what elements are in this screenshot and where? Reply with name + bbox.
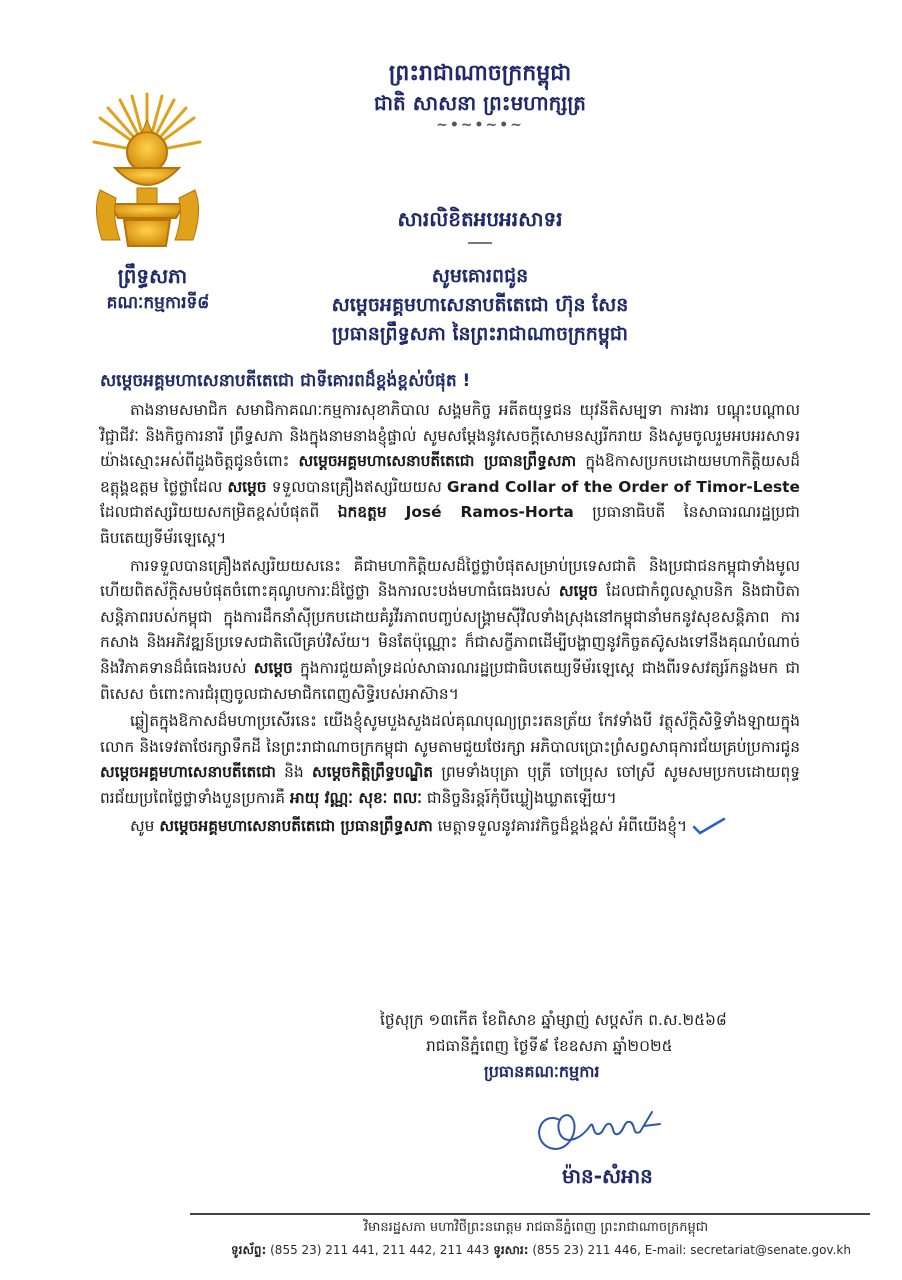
p3-text-a: ឆ្លៀតក្នុងឱកាសដ៏មហាប្រសើរនេះ យើងខ្ញុំសូមបួងសួងដល់គុណបុណ្យព្រះរតនត្រ័យ កែវទាំងបី វត្ថុស័ក្តិសិទ្ធិទាំងឡាយក្នុងលោក និងទេវតាថែរក្សាទឹកដី នៃព្រះរាជាណាចក្រកម្ពុជា សូមតាមជួយថែរក្សា អភិបាលប្រោះព្រំសព្វសាធុការជ័យគ្រប់ប្រការជូន [100,712,800,756]
p1-text-i: ប្រធានាធិបតី នៃសាធារណរដ្ឋប្រជាធិបតេយ្យទីម័រឡេស្តេ។ [100,503,800,547]
p3-text-e: ព្រមទាំងបុត្រា បុត្រី ចៅប្រុស ចៅស្រី សូមសមប្រកបដោយពុទ្ធពរជ័យប្រពៃថ្លៃថ្លាទាំងបួនប្រការគឺ [100,763,800,807]
title-underline [468,242,492,244]
national-motto: ជាតិ សាសនា ព្រះមហាក្សត្រ [374,91,586,115]
signer-name: ម៉ាន-សំអាន [562,1164,653,1188]
p4-bold-recipient: សម្តេចអគ្គមហាសេនាបតីតេជោ ប្រធានព្រឹទ្ធសភា [159,816,433,835]
phone-label: ទូរស័ព្ទ: [231,1243,267,1257]
recipient-name: សម្តេចអគ្គមហាសេនាបតីតេជោ ហ៊ុន សែន [331,294,629,316]
date-block [380,1008,800,1085]
p1-bold-recipient: សម្តេចអគ្គមហាសេនាបតីតេជោ ប្រធានព្រឹទ្ធសភា [298,452,577,471]
recipient-block [235,262,725,349]
recipient-title: ប្រធានព្រឹទ្ធសភា នៃព្រះរាជាណាចក្រកម្ពុជា [332,323,628,345]
paragraph-2 [100,554,800,708]
paragraph-3 [100,709,800,811]
p1-president-name: ឯកឧត្តម José Ramos-Horta [337,503,574,522]
footer-divider [190,1213,870,1215]
signer-title: ប្រធានគណៈកម្មការ [484,1062,600,1082]
p2-bold-samdech-2: សម្តេច [253,658,293,677]
paragraph-1 [100,398,800,552]
fax-label: ទូរសារ: [493,1243,529,1257]
p1-text-a: តាងនាមសមាជិក សមាជិកាគណៈកម្មការសុខាភិបាល សង្គមកិច្ច អតីតយុទ្ធជន យុវនីតិសម្បទា ការងារ បណ្តុះបណ្តាលវិជ្ជាជីវៈ និងកិច្ចការនារី ព្រឹទ្ធសភា និងក្នុងនាមនាងខ្ញុំផ្ទាល់ សូមសម្តែងនូវសេចក្តីសោមនស្សរីករាយ និងសូមចូលរួមអបអរសាទរយ៉ាងស្មោះអស់ពីដួងចិត្តជូនចំពោះ [100,401,800,471]
senate-name: ព្រឹទ្ធសភា [117,264,188,288]
letter-body [100,398,800,841]
p1-text-g: ដែលជាឥស្សរិយយសកម្រិតខ្ពស់បំផុតពី [100,503,320,522]
checkmark-icon [692,817,726,835]
p4-text-c: មេត្តាទទួលនូវគារវកិច្ចដ៏ខ្ពង់ខ្ពស់ អំពីយើងខ្ញុំ។ [437,816,688,835]
footer-contact [196,1240,886,1260]
fax-number: (855 23) 211 446, [532,1243,641,1257]
kingdom-header [300,58,660,132]
p2-bold-samdech-1: សម្តេច [558,582,598,601]
lunar-date: ថ្ងៃសុក្រ ១៣កើត ខែពិសាខ ឆ្នាំម្សាញ់ សប្តស័ក ព.ស.២៥៦៨ [380,1011,727,1029]
kingdom-name: ព្រះរាជាណាចក្រកម្ពុជា [388,60,572,86]
email-link[interactable]: secretariat@senate.gov.kh [690,1243,851,1257]
letter-type-title: សារលិខិតអបអរសាទរ [397,207,563,231]
p3-bold-recipient: សម្តេចអគ្គមហាសេនាបតីតេជោ [100,763,276,782]
p2-text-c: ដែលជាកំពូលស្ថាបនិក និងជាបិតាសន្តិភាពរបស់កម្ពុជា ក្នុងការដឹកនាំស៊ីប្រកបដោយគំរូវីរភាពបញ្ចប់សង្គ្រាមស៊ីវិលទាំងស្រុងនៅកម្ពុជានាំមកនូវសុខសន្តិភាព ការកសាង និងអភិវឌ្ឍន៍ប្រទេសជាតិលើគ្រប់វិស័យ។ មិនតែប៉ុណ្ណោះ ក៏ជាសក្ខីភាពដើម្បីបង្ហាញនូវកិច្ចតស៊ូសងទៅនឹងគុណបំណាច់ និងវិភាគទានដ៏ធំធេងរបស់ [100,582,800,677]
p1-award-name: Grand Collar of the Order of Timor-Leste [446,477,800,496]
p1-text-e: ទទួលបានគ្រឿងឥស្សរិយយស [271,477,442,496]
p3-bold-blessings: អាយុ វណ្ណៈ សុខៈ ពលៈ [289,788,422,807]
p4-text-a: សូម [130,816,155,835]
p2-text-e: ក្នុងការជួយគាំទ្រដល់សាធារណរដ្ឋប្រជាធិបតេយ្យទីម័រឡេស្តេ ជាងពីរទសវត្សរ៍កន្លងមក ជាពិសេស ចំពោះការជំរុញចូលជាសមាជិកពេញសិទ្ធិរបស់អាស៊ាន។ [100,658,800,703]
p3-bold-spouse: សម្តេចកិត្តិព្រឹទ្ធបណ្ឌិត [312,763,434,782]
senate-emblem-icon [90,90,205,250]
p1-bold-samdech: សម្តេច [227,477,267,496]
signature-icon [520,1090,690,1158]
p2-text-a: ការទទួលបានគ្រឿងឥស្សរិយយសនេះ គឺជាមហាកិត្តិយសដ៏ថ្លៃថ្លាបំផុតសម្រាប់ប្រទេសជាតិ និងប្រជាជនកម្ពុជាទាំងមូល ហើយពិតស័ក្តិសមបំផុតចំពោះគុណូបការៈដ៏ថ្លៃថ្លា និងការលះបង់មហាធំធេងរបស់ [100,556,800,601]
footer-address: វិមានរដ្ឋសភា មហាវិថីព្រះនរោត្តម រាជធានីភ្នំពេញ ព្រះរាជាណាចក្រកម្ពុជា [363,1220,709,1235]
p1-text-c: ក្នុងឱកាសប្រកបដោយមហាកិត្តិយសដ៏ឧត្តុង្គឧត្តម ថ្លៃថ្លាដែល [100,452,800,496]
p3-text-g: ជានិច្ចនិរន្តរ៍កុំបីឃ្លៀងឃ្លាតឡើយ។ [426,788,617,807]
header-ornament: ~•~•~•~ [436,117,524,133]
email-label: E-mail: [644,1243,687,1257]
phone-number: (855 23) 211 441, 211 442, 211 443 [270,1243,490,1257]
solar-date: រាជធានីភ្នំពេញ ថ្ងៃទី៩ ខែឧសភា ឆ្នាំ២០២៥ [426,1036,673,1055]
commission-name: គណៈកម្មការទី៨ [106,293,210,313]
recipient-greeting: សូមគោរពជូន [431,265,529,287]
salutation: សម្តេចអគ្គមហាសេនាបតីតេជោ ជាទីគោរពដ៏ខ្ពង់ខ្ពស់បំផុត ! [100,371,471,391]
paragraph-4 [100,814,800,840]
p3-text-c: និង [284,763,304,782]
